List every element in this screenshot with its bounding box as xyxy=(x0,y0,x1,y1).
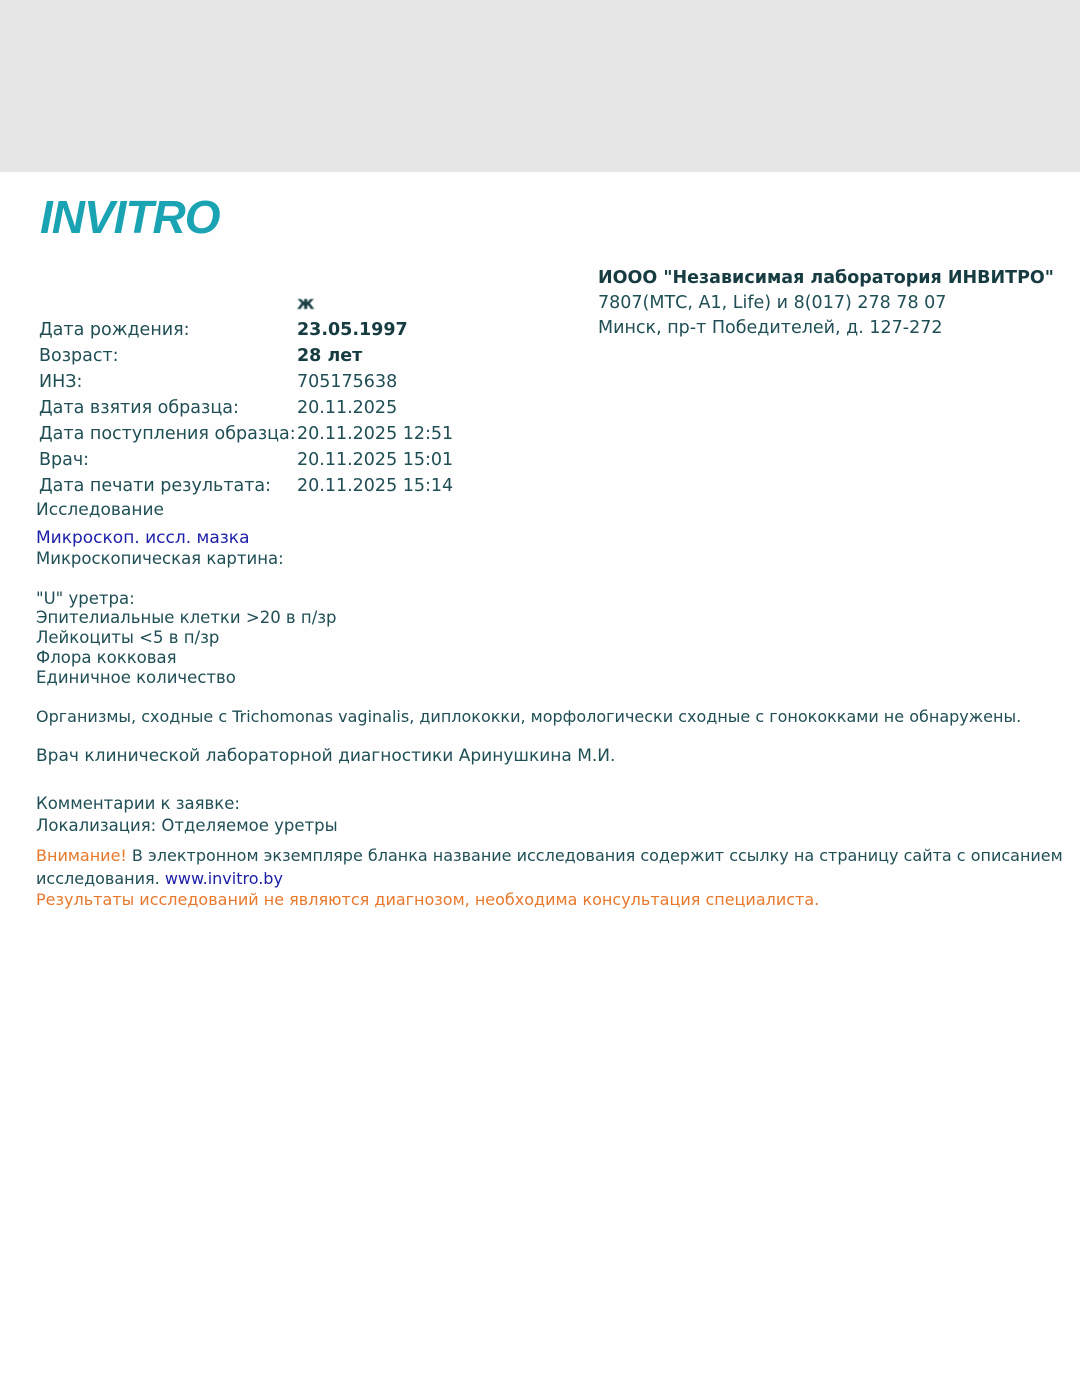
notice-text-2: исследования. xyxy=(36,869,165,888)
doctor-date-value: 20.11.2025 15:01 xyxy=(297,450,454,470)
notice-text-1: В электронном экземпляре бланка название исследования содержит ссылку на страницу сайта с описанием xyxy=(126,846,1063,865)
doctor-signature: Врач клинической лабораторной диагностики Аринушкина М.И. xyxy=(36,746,616,766)
notice-line-2 xyxy=(36,869,283,889)
result-line: "U" уретра: xyxy=(36,589,135,608)
comments-heading: Комментарии к заявке: xyxy=(36,794,240,813)
result-line: Эпителиальные клетки >20 в п/зр xyxy=(36,608,337,627)
field-label: Дата печати результата: xyxy=(39,476,272,496)
study-name-link[interactable]: Микроскоп. иссл. мазка xyxy=(36,528,250,548)
study-conclusion: Организмы, сходные с Trichomonas vaginalis, диплококки, морфологически сходные с гонококками не обнаружены. xyxy=(36,707,1022,726)
result-line: Единичное количество xyxy=(36,668,236,687)
organization-name: ИООО "Независимая лаборатория ИНВИТРО" xyxy=(598,268,1054,288)
invitro-website-link[interactable]: www.invitro.by xyxy=(164,869,283,888)
field-label: Врач: xyxy=(39,450,90,470)
comments-localization: Локализация: Отделяемое уретры xyxy=(36,816,338,835)
study-heading: Исследование xyxy=(36,500,164,520)
sample-date-value: 20.11.2025 xyxy=(297,398,398,418)
result-line: Флора кокковая xyxy=(36,648,177,667)
age-value: 28 лет xyxy=(297,346,363,366)
patient-gender-partial: ж xyxy=(297,294,315,314)
field-label: ИНЗ: xyxy=(39,372,83,392)
microscopic-picture-label: Микроскопическая картина: xyxy=(36,549,284,568)
result-line: Лейкоциты <5 в п/зр xyxy=(36,628,220,647)
birth-date-value: 23.05.1997 xyxy=(297,320,408,340)
notice-attention: Внимание! xyxy=(36,846,127,865)
print-date-value: 20.11.2025 15:14 xyxy=(297,476,454,496)
notice-disclaimer: Результаты исследований не являются диагнозом, необходима консультация специалиста. xyxy=(36,890,820,909)
document-sheet xyxy=(0,172,1080,1400)
organization-phone: 7807(МТС, A1, Life) и 8(017) 278 78 07 xyxy=(598,293,947,313)
inz-value: 705175638 xyxy=(297,372,398,392)
received-date-value: 20.11.2025 12:51 xyxy=(297,424,454,444)
organization-address: Минск, пр-т Победителей, д. 127-272 xyxy=(598,318,943,338)
invitro-logo: INVITRO xyxy=(40,191,220,243)
organization-block xyxy=(598,266,1054,341)
field-label: Дата рождения: xyxy=(39,320,190,340)
field-label: Возраст: xyxy=(39,346,119,366)
field-label: Дата поступления образца: xyxy=(39,424,296,444)
top-gray-bar xyxy=(0,0,1080,172)
field-label: Дата взятия образца: xyxy=(39,398,239,418)
notice-line-1 xyxy=(36,846,1063,866)
